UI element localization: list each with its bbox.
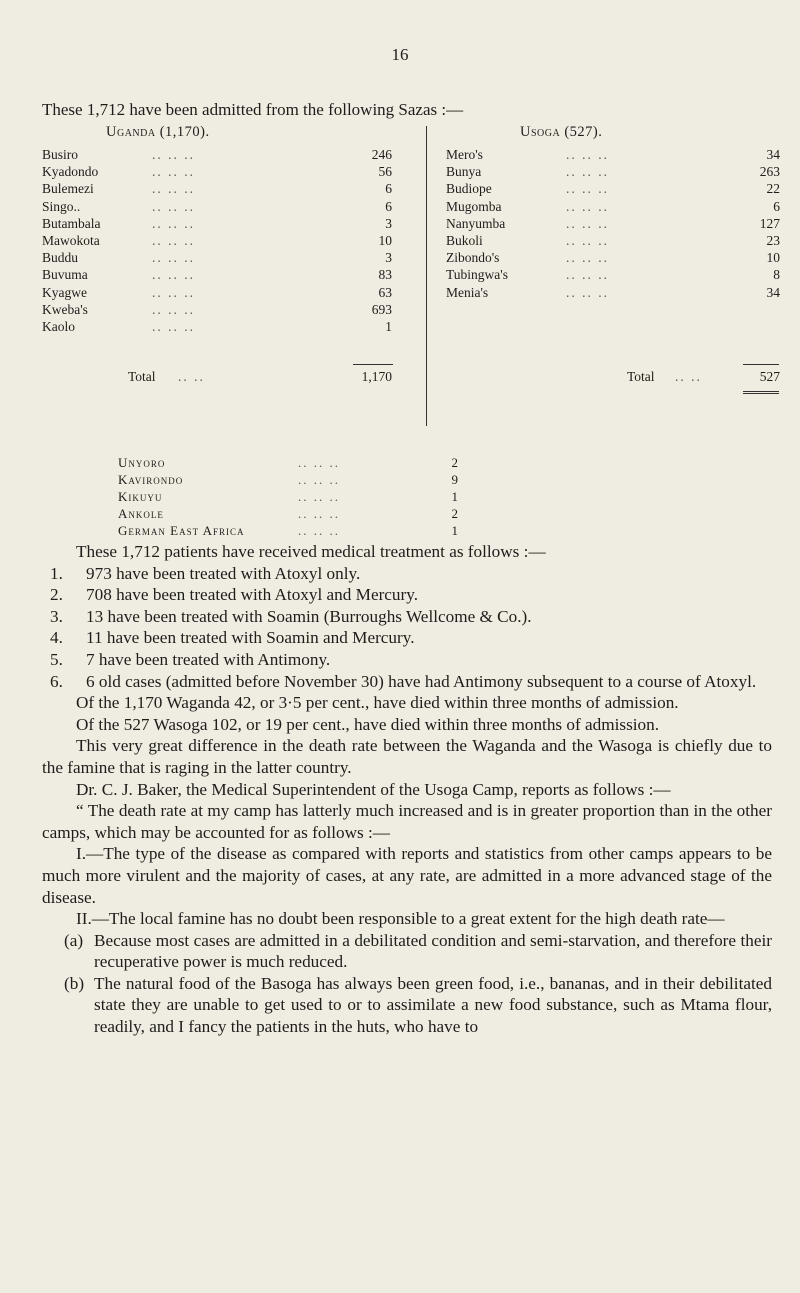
usoga-saza-name: Menia's <box>446 284 489 300</box>
other-region-count: 2 <box>451 455 458 470</box>
uganda-row: Butambala .. .. .. 3 <box>42 215 392 231</box>
subpoint-marker: (b) <box>64 973 85 993</box>
treatment-marker: 1. <box>50 563 63 583</box>
uganda-row: Singo.. .. .. .. 6 <box>42 198 392 214</box>
uganda-saza-count: 246 <box>371 147 392 162</box>
treatment-marker: 5. <box>50 649 63 669</box>
usoga-saza-name: Mero's <box>446 147 483 162</box>
other-regions-table <box>118 454 458 539</box>
other-region-row: Kikuyu .. .. .. 1 <box>118 489 458 504</box>
treatment-marker: 2. <box>50 585 63 605</box>
usoga-saza-name: Nanyumba <box>446 215 506 231</box>
uganda-row: Kaolo .. .. .. 1 <box>42 319 392 335</box>
uganda-saza-count: 1 <box>385 319 392 335</box>
uganda-saza-count: 63 <box>378 284 392 300</box>
usoga-total-rule <box>743 364 779 365</box>
uganda-row: Busiro .. .. .. 246 <box>42 147 392 162</box>
other-region-count: 1 <box>451 489 458 504</box>
uganda-saza-name: Singo.. <box>42 198 81 214</box>
body-text <box>42 541 772 1038</box>
treatment-text: 13 have been treated with Soamin (Burroughs Wellcome & Co.). <box>86 606 532 626</box>
subpoint-item <box>42 973 772 1038</box>
column-divider <box>426 126 427 426</box>
other-region-name: German East Africa <box>118 523 245 538</box>
treatment-intro: These 1,712 patients have received medical treatment as follows :— <box>76 542 546 561</box>
usoga-saza-name: Bunya <box>446 164 482 180</box>
other-region-row: Ankole .. .. .. 2 <box>118 506 458 521</box>
baker-report: Dr. C. J. Baker, the Medical Superintendent of the Usoga Camp, reports as follows :— <box>76 779 671 799</box>
treatment-item <box>42 649 772 671</box>
usoga-row: Zibondo's .. .. .. 10 <box>446 250 780 266</box>
uganda-row: Kyagwe .. .. .. 63 <box>42 284 392 300</box>
treatment-marker: 3. <box>50 606 63 626</box>
uganda-saza-name: Butambala <box>42 215 101 231</box>
treatment-item <box>42 627 772 649</box>
other-region-name: Unyoro <box>118 455 166 470</box>
other-region-row: Unyoro .. .. .. 2 <box>118 455 458 470</box>
uganda-row: Bulemezi .. .. .. 6 <box>42 181 392 197</box>
point-one: I.—The type of the disease as compared with reports and statistics from other camps appears to be much more virulent and the majority of cases, at any rate, are admitted in a more advanced stage of the disease. <box>42 844 772 907</box>
subpoint-list <box>42 930 772 1038</box>
usoga-row: Mugomba .. .. .. 6 <box>446 198 780 214</box>
treatment-marker: 4. <box>50 628 63 648</box>
other-region-name: Ankole <box>118 506 164 521</box>
uganda-row: Mawokota .. .. .. 10 <box>42 233 392 249</box>
treatment-text: 6 old cases (admitted before November 30) have had Antimony subsequent to a course of Atoxyl. <box>86 671 757 691</box>
uganda-saza-count: 6 <box>385 198 392 214</box>
document-page: 16 These 1,712 have been admitted from the following Sazas :— Uganda (1,170). Busiro .. .. .. 246 Kyadondo .. .. .. 56 Bulemezi .. .. .. 6 Singo.. .. .. .. 6 Butambala .. .. .. 3 Mawokota .. .. .. 10 Buddu .. .. .. 3 Buvuma .. .. .. 83 Kyagwe .. .. .. 63 Kweba's .. .. .. 693 Kaolo .. .. .. 1 Total .. .. 1,170 Usoga (527). Mero's .. .. .. 34 Bunya .. .. .. 263 Budiope .. .. .. 22 Mugomba .. .. .. 6 Nanyumba .. .. .. 127 Bukoli .. .. .. 23 Zibondo's .. .. .. 10 Tubingwa's .. .. .. 8 Menia's .. .. .. 34 Total .. .. 527 Unyoro .. .. .. 2 Kavirondo .. .. .. 9 Kikuyu .. .. .. 1 Ankole .. .. .. 2 German East Africa .. .. .. 1 These 1,712 patients have received medical treatment as follows :— 1. 973 have been treated with Atoxyl only. 2. 708 have been treated with Atoxyl and Mercury. 3. 13 have been treated with Soamin (Burroughs Wellcome & Co.). 4. 11 have been treated with Soamin and Mercury. 5. 7 have been treated with Antimony. 6. 6 old cases (admitted before November 30) have had Antimony subsequent to a course of Atoxyl. Of the 1,170 Waganda 42, or 3·5 per cent., have died within three months of admission. Of the 527 Wasoga 102, or 19 per cent., have died within three months of admission. This very great difference in the death rate between the Waganda and the Wasoga is chiefly due to the famine that is raging in the latter country. Dr. C. J. Baker, the Medical Superintendent of the Usoga Camp, reports as follows :— “ The death rate at my camp has latterly much increased and is in greater proportion than in the other camps, which may be accounted for as follows :— I.—The type of the disease as compared with reports and statistics from other camps appears to be much more virulent and the majority of cases, at any rate, are admitted in a more advanced stage of the disease. II.—The local famine has no doubt been responsible to a great extent for the high death rate— (a) Because most cases are admitted in a debilitated condition and semi-starvation, and therefore their recuperative power is much reduced. (b) The natural food of the Basoga has always been green food, i.e., bananas, and in their debilitated state they are unable to get used to or to assimilate a new food substance, such as Mtama flour, readily, and I fancy the patients in the huts, who have to <box>0 0 800 1293</box>
usoga-heading: Usoga (527). <box>520 124 603 140</box>
usoga-row: Menia's .. .. .. 34 <box>446 284 780 300</box>
sazas-intro: These 1,712 have been admitted from the following Sazas :— <box>42 100 464 119</box>
uganda-row: Buddu .. .. .. 3 <box>42 250 392 266</box>
subpoint-text: Because most cases are admitted in a debilitated condition and semi-starvation, and therefore their recuperative power is much reduced. <box>94 930 772 972</box>
uganda-saza-name: Bulemezi <box>42 181 94 197</box>
usoga-saza-count: 34 <box>766 284 780 300</box>
uganda-saza-name: Buvuma <box>42 267 88 283</box>
uganda-saza-name: Busiro <box>42 147 79 162</box>
treatment-marker: 6. <box>50 671 63 691</box>
treatment-item <box>42 563 772 585</box>
uganda-saza-name: Kyadondo <box>42 164 99 180</box>
uganda-saza-name: Kyagwe <box>42 284 87 300</box>
death-rate-difference: This very great difference in the death rate between the Waganda and the Wasoga is chiefly due to the famine that is raging in the latter country. <box>42 736 772 777</box>
usoga-table <box>446 146 780 301</box>
baker-quote: “ The death rate at my camp has latterly much increased and is in greater proportion than in the other camps, which may be accounted for as follows :— <box>42 801 772 842</box>
usoga-saza-name: Zibondo's <box>446 250 500 266</box>
usoga-saza-name: Tubingwa's <box>446 267 508 283</box>
usoga-row: Budiope .. .. .. 22 <box>446 181 780 197</box>
usoga-row: Bunya .. .. .. 263 <box>446 164 780 180</box>
treatment-item <box>42 584 772 606</box>
usoga-total-value: 527 <box>759 369 780 384</box>
uganda-total-label: Total <box>128 369 156 384</box>
uganda-saza-name: Buddu <box>42 250 79 266</box>
uganda-heading: Uganda (1,170). <box>106 124 210 140</box>
other-region-name: Kavirondo <box>118 472 184 487</box>
usoga-saza-name: Budiope <box>446 181 492 197</box>
uganda-total-rule <box>353 364 393 365</box>
usoga-saza-count: 34 <box>766 147 780 162</box>
subpoint-item <box>42 930 772 973</box>
uganda-table <box>42 146 392 335</box>
usoga-total-label: Total <box>627 369 655 384</box>
other-region-row: German East Africa .. .. .. 1 <box>118 523 458 538</box>
uganda-saza-count: 10 <box>378 233 392 249</box>
treatment-item <box>42 606 772 628</box>
uganda-row: Kyadondo .. .. .. 56 <box>42 164 392 180</box>
usoga-total-double-rule <box>743 391 779 392</box>
page-number: 16 <box>391 45 409 64</box>
other-region-count: 9 <box>451 472 458 487</box>
usoga-saza-count: 127 <box>759 215 780 231</box>
uganda-saza-name: Mawokota <box>42 233 100 249</box>
uganda-saza-count: 56 <box>378 164 392 180</box>
other-region-row: Kavirondo .. .. .. 9 <box>118 472 458 487</box>
uganda-saza-count: 693 <box>371 301 392 317</box>
uganda-saza-name: Kaolo <box>42 319 75 335</box>
waganda-deaths: Of the 1,170 Waganda 42, or 3·5 per cent., have died within three months of admission. <box>76 693 679 713</box>
usoga-saza-count: 6 <box>773 198 780 214</box>
uganda-saza-count: 6 <box>385 181 392 197</box>
uganda-saza-count: 3 <box>385 215 392 231</box>
usoga-row: Tubingwa's .. .. .. 8 <box>446 267 780 283</box>
usoga-saza-name: Bukoli <box>446 233 483 249</box>
usoga-saza-count: 10 <box>766 250 780 266</box>
treatment-text: 708 have been treated with Atoxyl and Mercury. <box>86 585 419 605</box>
uganda-row: Kweba's .. .. .. 693 <box>42 301 392 317</box>
uganda-saza-name: Kweba's <box>42 301 88 317</box>
treatment-text: 973 have been treated with Atoxyl only. <box>86 563 361 583</box>
usoga-saza-count: 23 <box>766 233 780 249</box>
usoga-saza-count: 22 <box>766 181 780 197</box>
uganda-saza-count: 3 <box>385 250 392 266</box>
treatment-item <box>42 671 772 693</box>
usoga-row: Mero's .. .. .. 34 <box>446 147 780 162</box>
other-region-count: 2 <box>451 506 458 521</box>
treatment-list <box>42 563 772 693</box>
treatment-text: 11 have been treated with Soamin and Mercury. <box>86 628 415 648</box>
usoga-row: Bukoli .. .. .. 23 <box>446 233 780 249</box>
other-region-count: 1 <box>451 523 458 538</box>
usoga-saza-count: 263 <box>759 164 780 180</box>
usoga-row: Nanyumba .. .. .. 127 <box>446 215 780 231</box>
subpoint-marker: (a) <box>64 930 84 950</box>
wasoga-deaths: Of the 527 Wasoga 102, or 19 per cent., have died within three months of admission. <box>76 714 660 734</box>
uganda-saza-count: 83 <box>378 267 392 283</box>
other-region-name: Kikuyu <box>118 489 163 504</box>
point-two: II.—The local famine has no doubt been responsible to a great extent for the high death rate— <box>76 909 725 929</box>
treatment-text: 7 have been treated with Antimony. <box>86 649 331 669</box>
subpoint-text: The natural food of the Basoga has always been green food, i.e., bananas, and in their debilitated state they are unable to get used to or to assimilate a new food substance, such as Mtama flour, readily, and I fancy the patients in the huts, who have to <box>94 973 772 1037</box>
usoga-saza-count: 8 <box>773 267 780 283</box>
uganda-row: Buvuma .. .. .. 83 <box>42 267 392 283</box>
usoga-saza-name: Mugomba <box>446 198 502 214</box>
uganda-total-value: 1,170 <box>361 369 392 384</box>
